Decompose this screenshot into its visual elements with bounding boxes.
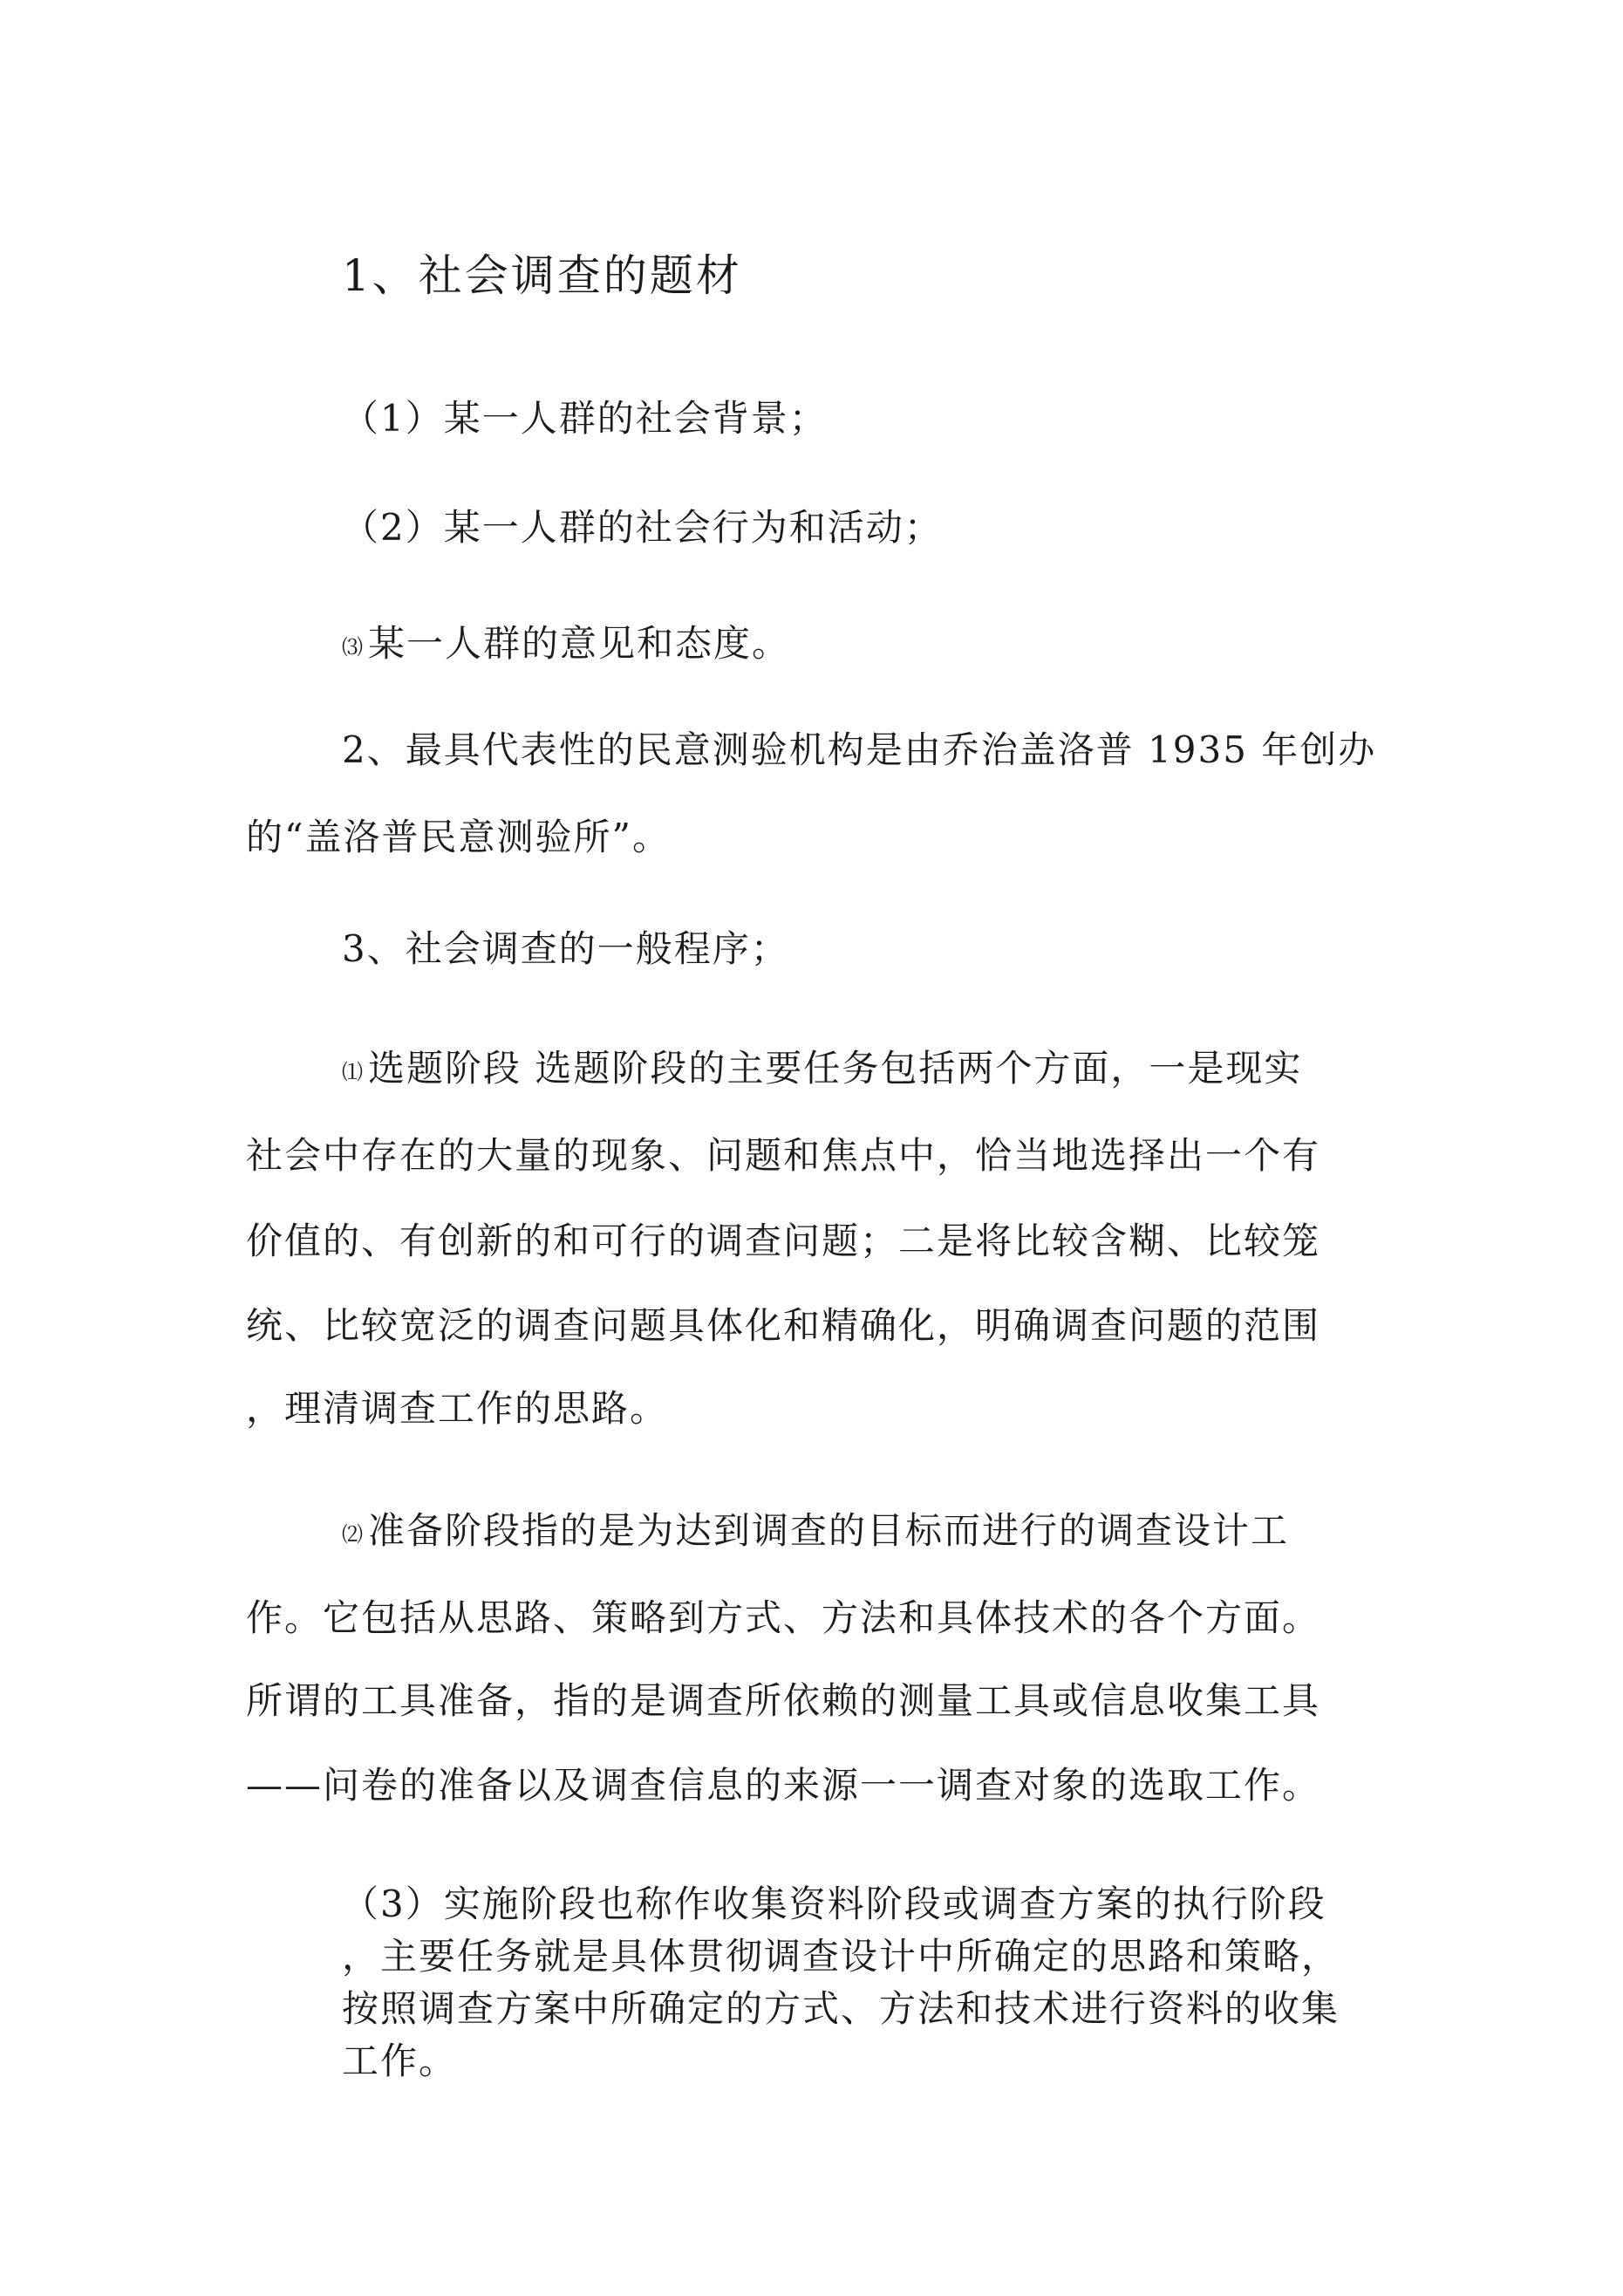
stage-1-line: 统、比较宽泛的调查问题具体化和精确化，明确调查问题的范围 — [246, 1304, 1321, 1347]
stage-1-line: 价值的、有创新的和可行的调查问题；二是将比较含糊、比较笼 — [246, 1220, 1321, 1262]
topic-item-1: （1）某一人群的社会背景； — [342, 397, 828, 440]
topic-item-2: （2）某一人群的社会行为和活动； — [342, 506, 943, 549]
stage-3-line: 工作。 — [342, 2040, 458, 2082]
stage-1-first-line — [342, 1047, 1302, 1094]
stage-3-line: ，主要任务就是具体贯彻调查设计中所确定的思路和策略， — [342, 1935, 1340, 1978]
paragraph-3-heading: 3、社会调查的一般程序； — [342, 927, 789, 970]
section-heading: 1、社会调查的题材 — [342, 250, 742, 301]
stage-1-line: ，理清调查工作的思路。 — [246, 1387, 669, 1430]
stage-3-line: （3）实施阶段也称作收集资料阶段或调查方案的执行阶段 — [342, 1883, 1326, 1925]
stage-2-text: 准备阶段指的是为达到调查的目标而进行的调查设计工 — [368, 1509, 1290, 1552]
stage-1-line: 社会中存在的大量的现象、问题和焦点中，恰当地选择出一个有 — [246, 1134, 1321, 1177]
item-marker: ⑶ — [342, 635, 363, 659]
stage-1-marker: ⑴ — [342, 1060, 363, 1084]
item-text: 某一人群的意见和态度。 — [368, 622, 791, 665]
stage-3-line: 按照调查方案中所确定的方式、方法和技术进行资料的收集 — [342, 1987, 1340, 2030]
stage-2-line: 作。它包括从思路、策略到方式、方法和具体技术的各个方面。 — [246, 1596, 1321, 1639]
paragraph-2-line-1: 2、最具代表性的民意测验机构是由乔治盖洛普 1935 年创办 — [342, 728, 1377, 771]
stage-1-text: 选题阶段 选题阶段的主要任务包括两个方面，一是现实 — [368, 1047, 1303, 1090]
stage-2-marker: ⑵ — [342, 1522, 363, 1547]
stage-2-first-line — [342, 1509, 1289, 1556]
stage-2-line: 所谓的工具准备，指的是调查所依赖的测量工具或信息收集工具 — [246, 1679, 1321, 1722]
stage-2-line: ——问卷的准备以及调查信息的来源一一调查对象的选取工作。 — [246, 1764, 1321, 1807]
paragraph-2-line-2: 的“盖洛普民意测验所”。 — [246, 816, 671, 858]
topic-item-3 — [342, 622, 790, 669]
